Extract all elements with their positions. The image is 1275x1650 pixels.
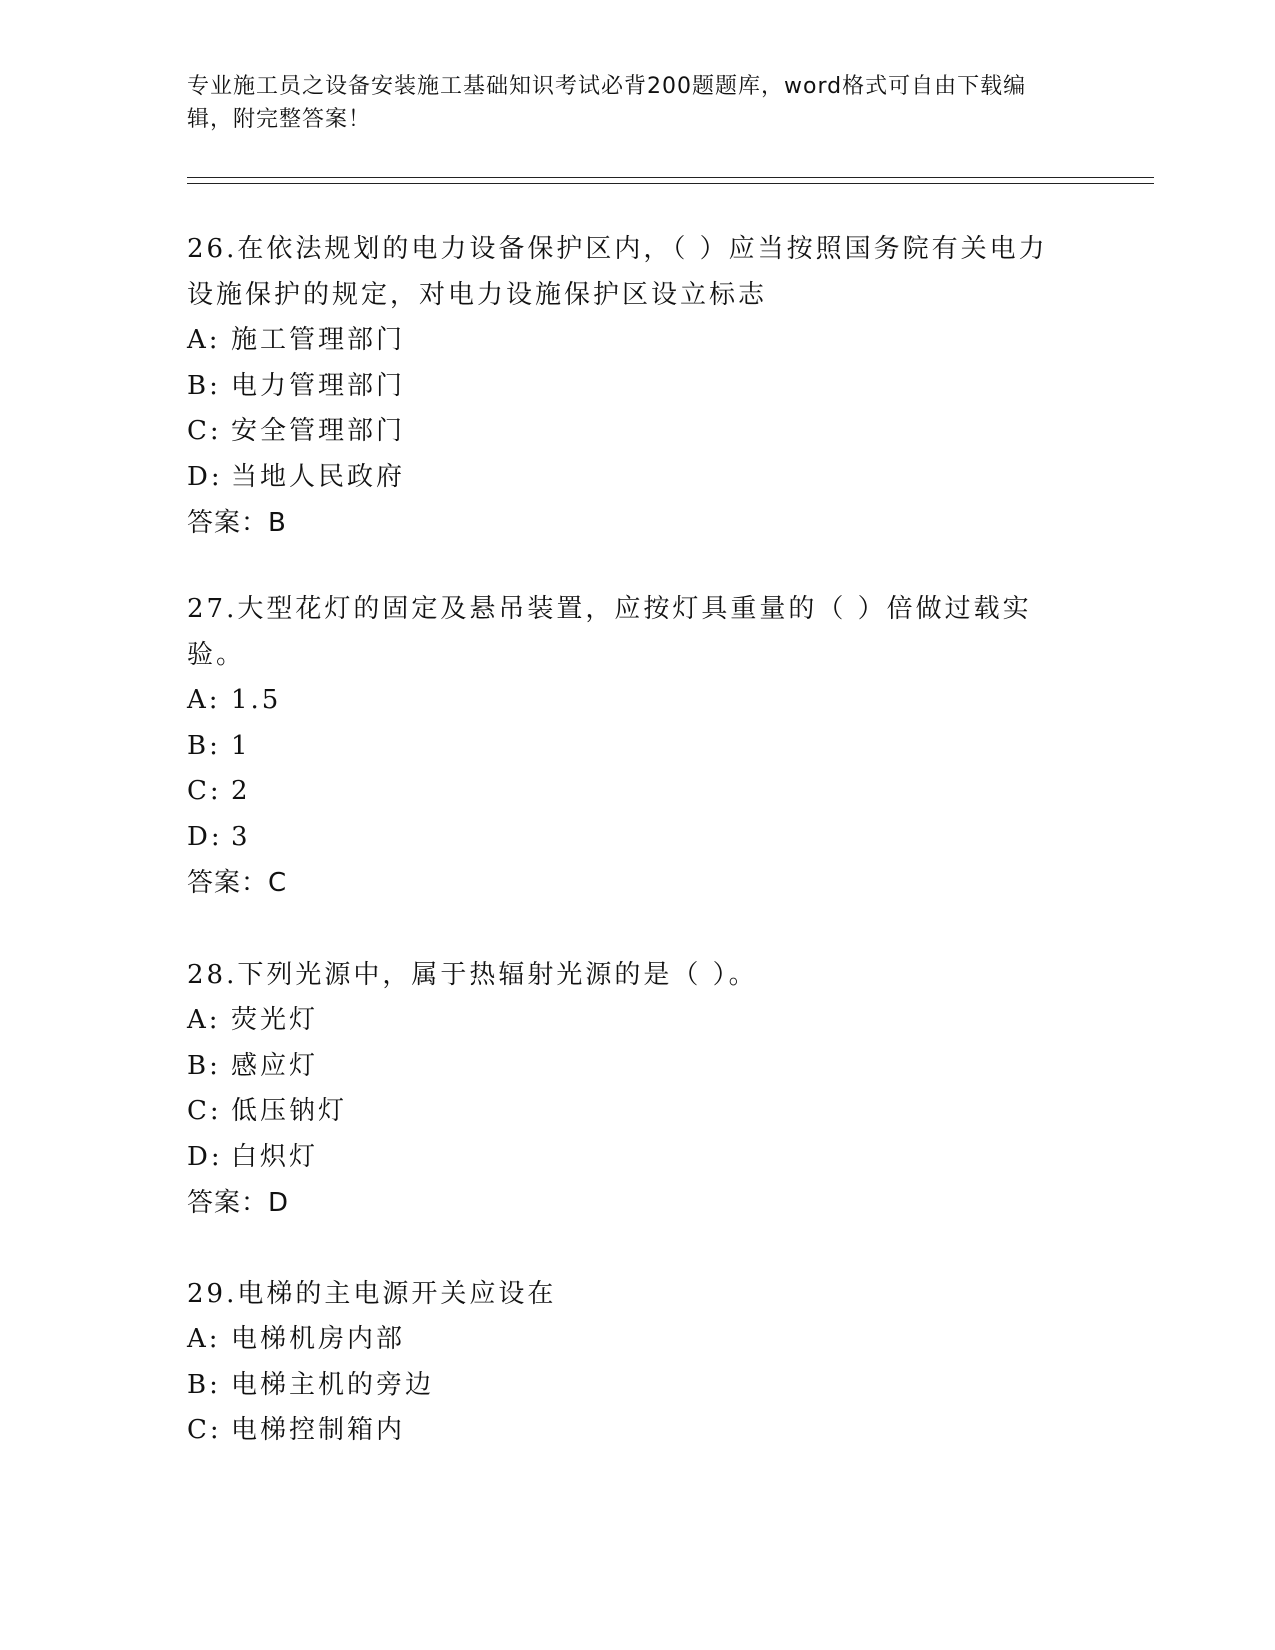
option-a bbox=[187, 1317, 1067, 1363]
option-key: A: bbox=[187, 1005, 221, 1035]
option-key: B: bbox=[187, 1050, 221, 1081]
option-text: 电梯控制箱内 bbox=[231, 1415, 406, 1445]
option-text: 1.5 bbox=[231, 685, 282, 715]
option-key: D: bbox=[187, 461, 223, 492]
option-b bbox=[187, 1044, 1067, 1090]
question-26 bbox=[187, 226, 1067, 546]
option-a bbox=[187, 678, 1067, 724]
option-text: 感应灯 bbox=[231, 1050, 319, 1081]
document-header: 专业施工员之设备安装施工基础知识考试必背200题题库，word格式可自由下载编辑，附完整答案！ bbox=[187, 74, 1027, 132]
option-key: C: bbox=[187, 776, 222, 806]
option-text: 荧光灯 bbox=[231, 1005, 319, 1035]
option-d bbox=[187, 815, 1067, 861]
option-key: A: bbox=[187, 1324, 221, 1354]
option-text: 安全管理部门 bbox=[231, 416, 406, 446]
option-a bbox=[187, 998, 1067, 1044]
option-a bbox=[187, 318, 1067, 364]
answer-line: 答案：D bbox=[187, 1188, 290, 1218]
question-29 bbox=[187, 1271, 1067, 1454]
option-c bbox=[187, 1408, 1067, 1454]
option-text: 施工管理部门 bbox=[231, 325, 406, 355]
option-b bbox=[187, 364, 1067, 410]
option-text: 3 bbox=[231, 821, 251, 852]
option-text: 2 bbox=[231, 776, 251, 806]
option-key: B: bbox=[187, 1369, 221, 1400]
option-c bbox=[187, 1089, 1067, 1135]
option-key: A: bbox=[187, 685, 221, 715]
option-key: A: bbox=[187, 325, 221, 355]
option-text: 白炽灯 bbox=[231, 1141, 319, 1172]
answer-line: 答案：C bbox=[187, 868, 288, 898]
option-text: 低压钠灯 bbox=[231, 1096, 348, 1126]
answer-line: 答案：B bbox=[187, 508, 287, 538]
option-b bbox=[187, 1363, 1067, 1409]
option-key: D: bbox=[187, 1141, 223, 1172]
question-27 bbox=[187, 586, 1067, 906]
option-text: 当地人民政府 bbox=[231, 461, 406, 492]
option-d bbox=[187, 1135, 1067, 1181]
question-stem: 29.电梯的主电源开关应设在 bbox=[187, 1279, 557, 1309]
option-text: 电梯主机的旁边 bbox=[231, 1369, 435, 1400]
option-key: C: bbox=[187, 1096, 222, 1126]
question-stem: 28.下列光源中，属于热辐射光源的是（ ）。 bbox=[187, 960, 758, 990]
option-text: 1 bbox=[231, 730, 251, 761]
option-d bbox=[187, 455, 1067, 501]
option-key: B: bbox=[187, 730, 221, 761]
option-text: 电力管理部门 bbox=[231, 370, 406, 401]
question-stem: 26.在依法规划的电力设备保护区内，（ ）应当按照国务院有关电力设施保护的规定，对电力设施保护区设立标志 bbox=[187, 234, 1048, 310]
option-key: C: bbox=[187, 1415, 222, 1445]
header-divider-bottom bbox=[187, 183, 1154, 184]
option-key: C: bbox=[187, 416, 222, 446]
question-stem: 27.大型花灯的固定及悬吊装置，应按灯具重量的（ ）倍做过载实验。 bbox=[187, 594, 1032, 670]
option-text: 电梯机房内部 bbox=[231, 1324, 406, 1354]
option-c bbox=[187, 409, 1067, 455]
option-c bbox=[187, 769, 1067, 815]
header-divider-top bbox=[187, 177, 1154, 178]
option-key: B: bbox=[187, 370, 221, 401]
option-b bbox=[187, 724, 1067, 770]
question-28 bbox=[187, 952, 1067, 1226]
option-key: D: bbox=[187, 821, 223, 852]
